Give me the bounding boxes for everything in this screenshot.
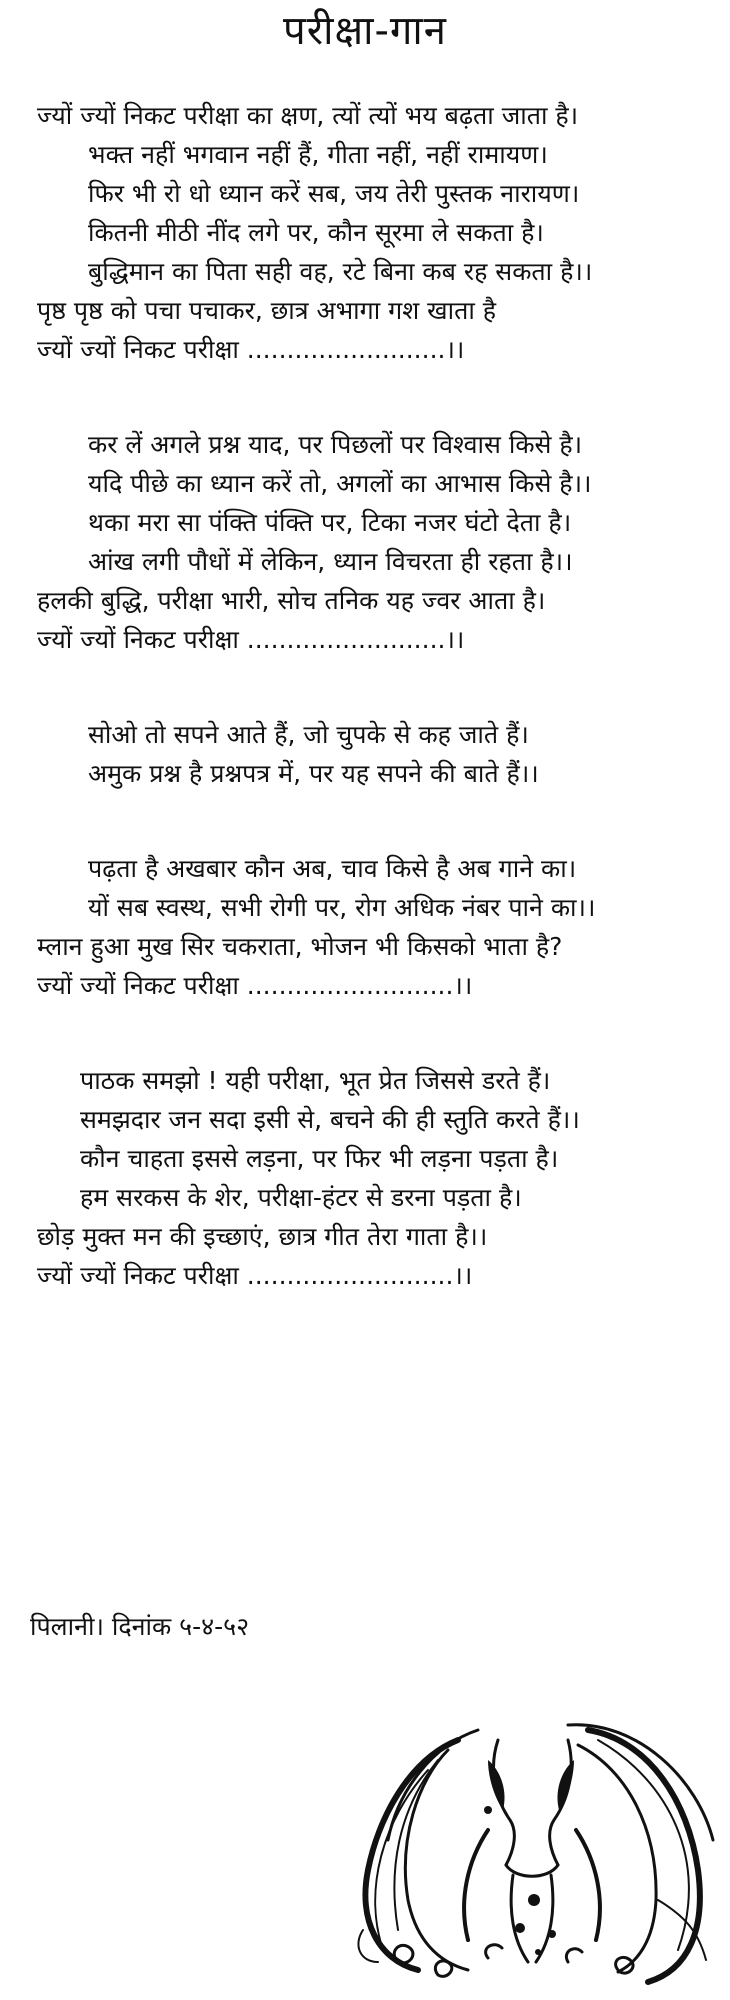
- poem-line: आंख लगी पौधों में लेकिन, ध्यान विचरता ही रहता है।।: [88, 547, 573, 576]
- stanza-4: [0, 849, 730, 1005]
- poem-line: कितनी मीठी नींद लगे पर, कौन सूरमा ले सकता है।: [88, 218, 544, 247]
- poem-line: पाठक समझो ! यही परीक्षा, भूत प्रेत जिससे डरते हैं।: [80, 1066, 551, 1095]
- poem-title: परीक्षा-गान: [283, 8, 447, 54]
- ink-illustration: [338, 1700, 720, 1992]
- poem-refrain: ज्यों ज्यों निकट परीक्षा ..........................।।: [37, 1261, 473, 1290]
- poem-line: यदि पीछे का ध्यान करें तो, अगलों का आभास किसे है।।: [88, 469, 592, 498]
- poem-line: सोओ तो सपने आते हैं, जो चुपके से कह जाते हैं।: [88, 720, 529, 749]
- poem-refrain: ज्यों ज्यों निकट परीक्षा ..........................।।: [37, 971, 473, 1000]
- poem-line: थका मरा सा पंक्ति पंक्ति पर, टिका नजर घंटो देता है।: [88, 508, 572, 537]
- poem-line: बुद्धिमान का पिता सही वह, रटे बिना कब रह सकता है।।: [88, 257, 593, 286]
- poem-line: भक्त नहीं भगवान नहीं हैं, गीता नहीं, नहीं रामायण।: [88, 140, 548, 169]
- poem-body: [0, 96, 730, 1295]
- poem-line: म्लान हुआ मुख सिर चकराता, भोजन भी किसको भाता है?: [37, 932, 563, 961]
- poem-refrain: ज्यों ज्यों निकट परीक्षा .........................।।: [37, 625, 465, 654]
- poem-line: समझदार जन सदा इसी से, बचने की ही स्तुति करते हैं।।: [80, 1105, 580, 1134]
- poem-line: पढ़ता है अखबार कौन अब, चाव किसे है अब गाने का।: [88, 854, 577, 883]
- stanza-5: [0, 1061, 730, 1295]
- poem-line: कौन चाहता इससे लड़ना, पर फिर भी लड़ना पड़ता है।: [80, 1144, 559, 1173]
- poem-line: छोड़ मुक्त मन की इच्छाएं, छात्र गीत तेरा गाता है।।: [37, 1222, 488, 1251]
- poem-line: यों सब स्वस्थ, सभी रोगी पर, रोग अधिक नंबर पाने का।।: [88, 893, 596, 922]
- poem-line: ज्यों ज्यों निकट परीक्षा का क्षण, त्यों त्यों भय बढ़ता जाता है।: [37, 101, 579, 130]
- poem-line: पृष्ठ पृष्ठ को पचा पचाकर, छात्र अभागा गश खाता है: [37, 296, 497, 325]
- poem-line: हलकी बुद्धि, परीक्षा भारी, सोच तनिक यह ज्वर आता है।: [37, 586, 546, 615]
- poem-line: कर लें अगले प्रश्न याद, पर पिछलों पर विश्वास किसे है।: [88, 430, 583, 459]
- stanza-2: [0, 425, 730, 659]
- poem-refrain: ज्यों ज्यों निकट परीक्षा .........................।।: [37, 335, 465, 364]
- stanza-3: [0, 715, 730, 793]
- stanza-1: [0, 96, 730, 369]
- poem-line: हम सरकस के शेर, परीक्षा-हंटर से डरना पड़ता है।: [80, 1183, 522, 1212]
- poem-line: फिर भी रो धो ध्यान करें सब, जय तेरी पुस्तक नारायण।: [88, 179, 580, 208]
- place-date-signoff: पिलानी। दिनांक ५-४-५२: [30, 1612, 250, 1641]
- poem-line: अमुक प्रश्न है प्रश्नपत्र में, पर यह सपने की बाते हैं।।: [88, 759, 539, 788]
